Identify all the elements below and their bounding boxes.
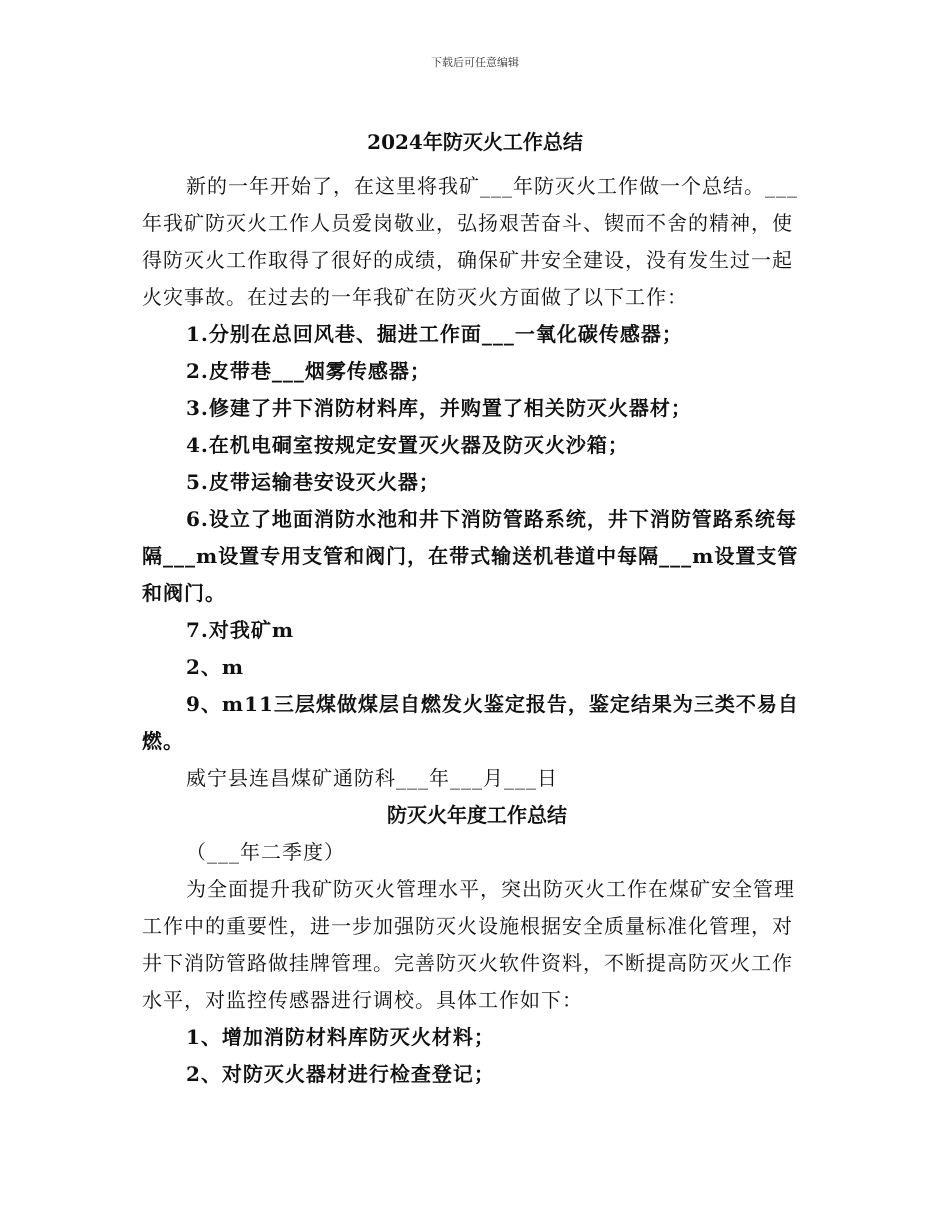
section2-intro: 为全面提升我矿防灭火管理水平，突出防灭火工作在煤矿安全管理工作中的重要性，进一步加强防灭火设施根据安全质量标准化管理，对井下消防管路做挂牌管理。完善防灭火软件资料，不断提高防灭火工作水平，对监控传感器进行调校。具体工作如下： (142, 877, 795, 1012)
list-item-5: 5.皮带运输巷安设灭火器； (186, 470, 440, 494)
signature-line: 威宁县连昌煤矿通防科___年___月___日 (186, 766, 558, 790)
section2-subtitle: （___年二季度） (186, 840, 345, 864)
list-item-6: 6.设立了地面消防水池和井下消防管路系统，井下消防管路系统每隔___m设置专用支管和阀门，在带式输送机巷道中每隔___m设置支管和阀门。 (142, 507, 799, 605)
list-item-1: 1.分别在总回风巷、掘进工作面___一氧化碳传感器； (186, 322, 683, 346)
list-item-2: 2.皮带巷___烟雾传感器； (186, 359, 431, 383)
section2-item-1: 1、增加消防材料库防灭火材料； (186, 1025, 495, 1049)
document-title: 2024年防灭火工作总结 (367, 130, 583, 154)
section2-title: 防灭火年度工作总结 (387, 803, 567, 827)
list-item-9: 9、m11三层煤做煤层自燃发火鉴定报告，鉴定结果为三类不易自燃。 (142, 692, 799, 753)
list-item-3: 3.修建了井下消防材料库，并购置了相关防灭火器材； (186, 396, 692, 420)
list-item-8: 2、m (186, 655, 245, 679)
list-item-7: 7.对我矿m (186, 618, 295, 642)
header-note: 下载后可任意编辑 (431, 56, 519, 69)
document-body (142, 168, 812, 1093)
section2-item-2: 2、对防灭火器材进行检查登记； (186, 1062, 495, 1086)
intro-paragraph: 新的一年开始了，在这里将我矿___年防灭火工作做一个总结。___年我矿防灭火工作人员爱岗敬业，弘扬艰苦奋斗、锲而不舍的精神，使得防灭火工作取得了很好的成绩，确保矿井安全建设，没有发生过一起火灾事故。在过去的一年我矿在防灭火方面做了以下工作： (142, 174, 798, 309)
list-item-4: 4.在机电硐室按规定安置灭火器及防灭火沙箱； (186, 433, 629, 457)
